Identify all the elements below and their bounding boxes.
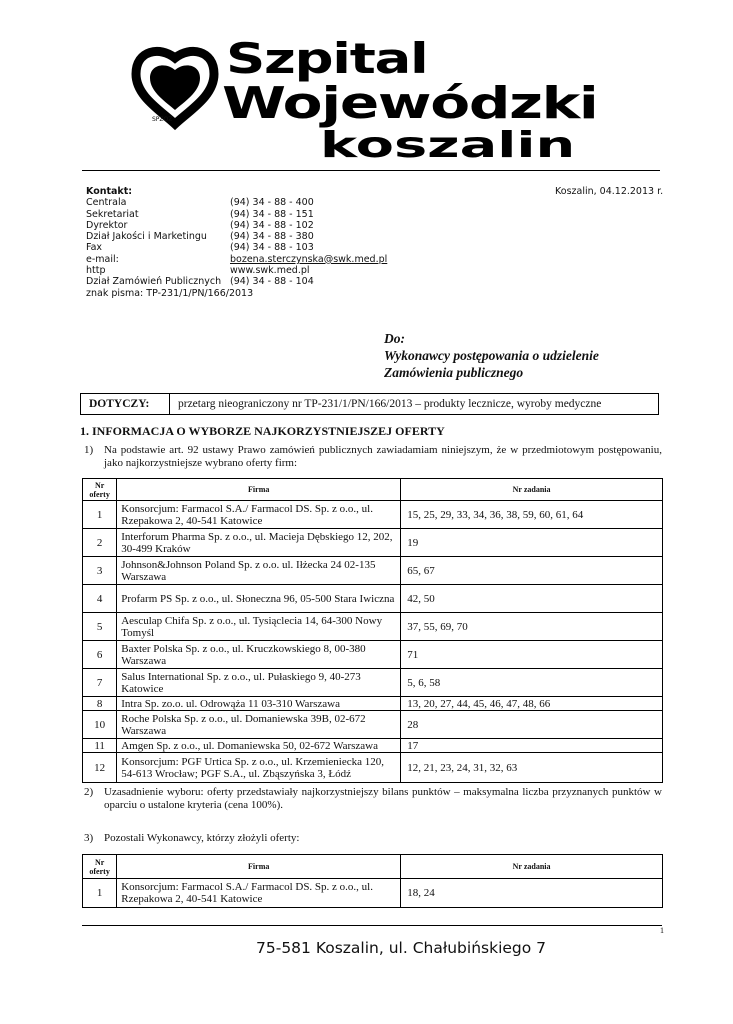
task-numbers: 15, 25, 29, 33, 34, 36, 38, 59, 60, 61, 64 — [401, 501, 663, 529]
offer-number: 1 — [83, 879, 117, 908]
task-numbers: 28 — [401, 711, 663, 739]
table-row — [83, 879, 663, 908]
column-header-nr: Nr oferty — [83, 855, 117, 879]
column-header-zadania: Nr zadania — [401, 855, 663, 879]
addressee-block — [384, 330, 599, 381]
contact-block — [86, 186, 387, 299]
subject-text: przetarg nieograniczony nr TP-231/1/PN/166/2013 – produkty lecznicze, wyroby medyczne — [178, 398, 602, 410]
contact-row — [86, 276, 387, 287]
contact-value: (94) 34 - 88 - 151 — [230, 208, 314, 220]
contact-row — [86, 231, 387, 242]
offer-number: 5 — [83, 613, 117, 641]
paragraph-text: Na podstawie art. 92 ustawy Prawo zamówień publicznych zawiadamiam niniejszym, że w przedmiotowym postępowaniu, jako najkorzystniejsze wybrano oferty firm: — [104, 444, 662, 469]
paragraph-number: 2) — [84, 786, 94, 798]
letter-date: Koszalin, 04.12.2013 r. — [555, 186, 664, 197]
website-link[interactable]: www.swk.med.pl — [230, 265, 310, 277]
table-row — [83, 739, 663, 753]
page-number: 1 — [660, 926, 664, 935]
offer-number: 10 — [83, 711, 117, 739]
task-numbers: 42, 50 — [401, 585, 663, 613]
offer-number: 7 — [83, 669, 117, 697]
task-numbers: 13, 20, 27, 44, 45, 46, 47, 48, 66 — [401, 697, 663, 711]
logo-word-1: Szpital — [226, 34, 428, 83]
company-name: Baxter Polska Sp. z o.o., ul. Kruczkowskiego 8, 00-380 Warszawa — [117, 641, 401, 669]
addressee-line: Wykonawcy postępowania o udzielenie — [384, 348, 599, 363]
reference-number: znak pisma: TP-231/1/PN/166/2013 — [86, 287, 254, 299]
section-heading: 1. INFORMACJA O WYBORZE NAJKORZYSTNIEJSZEJ OFERTY — [80, 424, 445, 438]
company-name: Profarm PS Sp. z o.o., ul. Słoneczna 96, 05-500 Stara Iwiczna — [117, 585, 401, 613]
column-header-firma: Firma — [117, 479, 401, 501]
contact-label: Fax — [86, 242, 103, 254]
contact-value: (94) 34 - 88 - 104 — [230, 276, 314, 288]
paragraph-2 — [84, 786, 662, 812]
hospital-logo — [130, 34, 598, 166]
column-header-nr: Nr oferty — [83, 479, 117, 501]
company-name: Aesculap Chifa Sp. z o.o., ul. Tysiąclecia 14, 64-300 Nowy Tomyśl — [117, 613, 401, 641]
paragraph-text: Uzasadnienie wyboru: oferty przedstawiały najkorzystniejszy bilans punktów – maksymalna liczba przyznanych punktów w oparciu o ustalone kryteria (cena 100%). — [104, 786, 662, 811]
footer-address: 75-581 Koszalin, ul. Chałubińskiego 7 — [256, 939, 547, 957]
task-numbers: 17 — [401, 739, 663, 753]
selected-offers-table — [82, 478, 663, 783]
contact-value: (94) 34 - 88 - 400 — [230, 197, 314, 209]
table-row — [83, 613, 663, 641]
contact-value: (94) 34 - 88 - 103 — [230, 242, 314, 254]
paragraph-3 — [84, 832, 662, 845]
company-name: Interforum Pharma Sp. z o.o., ul. Macieja Dębskiego 12, 202, 30-499 Kraków — [117, 529, 401, 557]
task-numbers: 5, 6, 58 — [401, 669, 663, 697]
offer-number: 2 — [83, 529, 117, 557]
addressee-line: Zamówienia publicznego — [384, 365, 524, 380]
contact-label: e-mail: — [86, 253, 119, 265]
paragraph-number: 1) — [84, 444, 94, 456]
table-header-row — [83, 479, 663, 501]
contact-label: Dział Jakości i Marketingu — [86, 231, 207, 243]
table-row — [83, 529, 663, 557]
offer-number: 4 — [83, 585, 117, 613]
contact-title: Kontakt: — [86, 186, 133, 197]
task-numbers: 71 — [401, 641, 663, 669]
footer-divider — [82, 925, 662, 926]
table-row — [83, 501, 663, 529]
contact-row — [86, 197, 387, 208]
task-numbers: 18, 24 — [401, 879, 663, 908]
offer-number: 1 — [83, 501, 117, 529]
other-offers-table — [82, 854, 663, 908]
email-link[interactable]: bozena.sterczynska@swk.med.pl — [230, 253, 388, 265]
offer-number: 6 — [83, 641, 117, 669]
task-numbers: 65, 67 — [401, 557, 663, 585]
task-numbers: 19 — [401, 529, 663, 557]
contact-label: Centrala — [86, 197, 127, 209]
contact-row — [86, 254, 387, 265]
task-numbers: 12, 21, 23, 24, 31, 32, 63 — [401, 753, 663, 783]
task-numbers: 37, 55, 69, 70 — [401, 613, 663, 641]
paragraph-1 — [84, 444, 662, 470]
addressee-line: Do: — [384, 331, 405, 346]
company-name: Amgen Sp. z o.o., ul. Domaniewska 50, 02-672 Warszawa — [117, 739, 401, 753]
company-name: Konsorcjum: PGF Urtica Sp. z o.o., ul. Krzemieniecka 120, 54-613 Wrocław; PGF S.A., ul. Zbąszyńska 3, Łódź — [117, 753, 401, 783]
contact-row — [86, 220, 387, 231]
company-name: Konsorcjum: Farmacol S.A./ Farmacol DS. Sp. z o.o., ul. Rzepakowa 2, 40-541 Katowice — [117, 879, 401, 908]
paragraph-number: 3) — [84, 832, 94, 844]
header-divider — [82, 170, 660, 171]
contact-row — [86, 265, 387, 276]
contact-label: Dyrektor — [86, 219, 128, 231]
table-header-row — [83, 855, 663, 879]
logo-word-2: Wojewódzki — [222, 78, 598, 129]
company-name: Salus International Sp. z o.o., ul. Pułaskiego 9, 40-273 Katowice — [117, 669, 401, 697]
column-header-firma: Firma — [117, 855, 401, 879]
table-row — [83, 697, 663, 711]
offer-number: 3 — [83, 557, 117, 585]
heart-emblem-icon — [130, 44, 220, 134]
company-name: Intra Sp. zo.o. ul. Odrowąża 11 03-310 Warszawa — [117, 697, 401, 711]
offer-number: 8 — [83, 697, 117, 711]
subject-label: DOTYCZY: — [81, 394, 170, 414]
paragraph-text: Pozostali Wykonawcy, którzy złożyli oferty: — [104, 832, 300, 844]
company-name: Konsorcjum: Farmacol S.A./ Farmacol DS. Sp. z o.o., ul. Rzepakowa 2, 40-541 Katowice — [117, 501, 401, 529]
table-row — [83, 753, 663, 783]
logo-subtext: SPZOZ — [152, 116, 173, 123]
contact-row — [86, 242, 387, 253]
company-name: Roche Polska Sp. z o.o., ul. Domaniewska 39B, 02-672 Warszawa — [117, 711, 401, 739]
company-name: Johnson&Johnson Poland Sp. z o.o. ul. Iłżecka 24 02-135 Warszawa — [117, 557, 401, 585]
contact-label: http — [86, 265, 106, 277]
subject-box — [80, 393, 659, 415]
table-row — [83, 585, 663, 613]
table-row — [83, 669, 663, 697]
contact-label: Sekretariat — [86, 208, 139, 220]
column-header-zadania: Nr zadania — [401, 479, 663, 501]
logo-word-3: koszalin — [320, 125, 576, 166]
table-row — [83, 711, 663, 739]
offer-number: 12 — [83, 753, 117, 783]
contact-value: (94) 34 - 88 - 380 — [230, 231, 314, 243]
contact-value: (94) 34 - 88 - 102 — [230, 219, 314, 231]
table-row — [83, 557, 663, 585]
table-row — [83, 641, 663, 669]
contact-label: Dział Zamówień Publicznych — [86, 276, 222, 288]
offer-number: 11 — [83, 739, 117, 753]
contact-row — [86, 209, 387, 220]
